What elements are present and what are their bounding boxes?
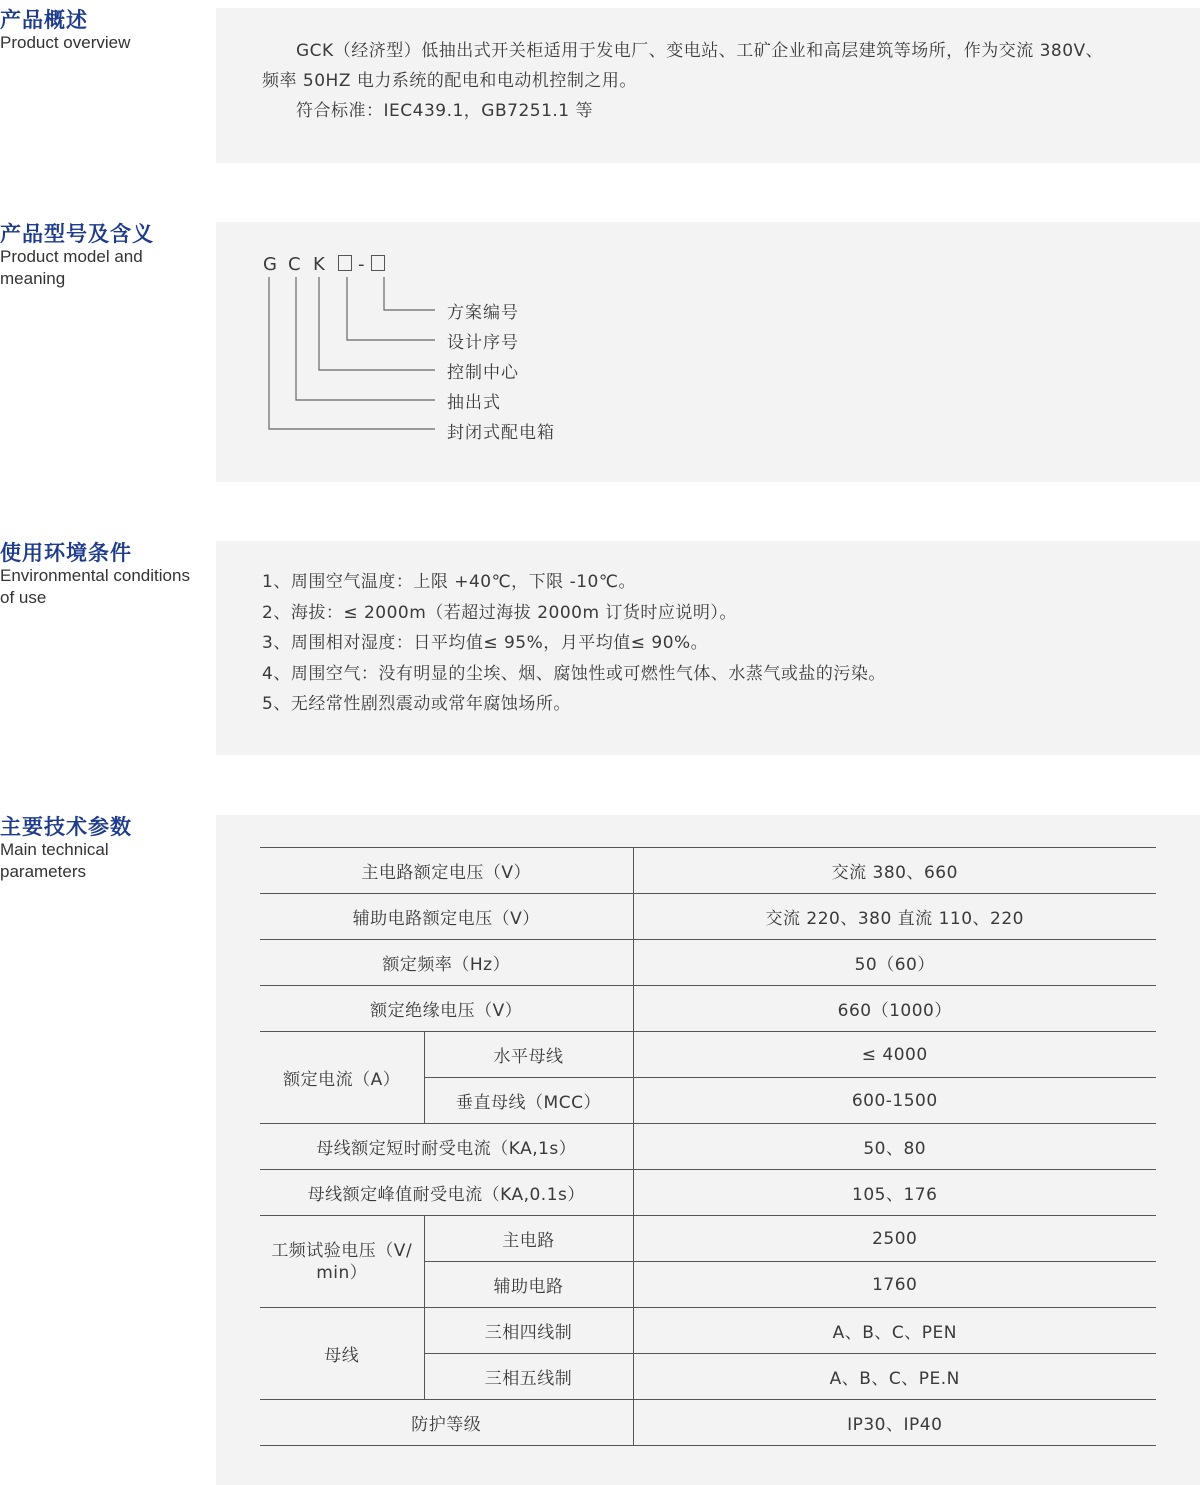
param-sub-label: 水平母线: [424, 1032, 633, 1078]
model-label-scheme: 方案编号: [447, 303, 519, 323]
model-title-zh: 产品型号及含义: [0, 222, 154, 246]
param-sub-label: 三相五线制: [424, 1354, 633, 1400]
table-row: [260, 894, 1156, 940]
model-label-enclosed: 封闭式配电箱: [447, 423, 555, 443]
param-value: 105、176: [633, 1170, 1156, 1216]
model-letter-k: K: [313, 254, 325, 275]
param-value: 660（1000）: [633, 986, 1156, 1032]
test-voltage-label-1: 工频试验电压（V/: [271, 1240, 413, 1261]
table-row: [260, 1124, 1156, 1170]
param-label: 防护等级: [260, 1400, 633, 1446]
environment-title-en-1: Environmental conditions: [0, 566, 190, 585]
param-label: 额定绝缘电压（V）: [260, 986, 633, 1032]
model-heading: [0, 222, 210, 290]
connector-design: [347, 277, 435, 340]
model-label-drawout: 抽出式: [447, 393, 501, 413]
model-label-design: 设计序号: [447, 333, 519, 353]
param-label: 辅助电路额定电压（V）: [260, 894, 633, 940]
model-panel: [216, 222, 1200, 482]
param-value: IP30、IP40: [633, 1400, 1156, 1446]
overview-paragraph: [262, 36, 1103, 126]
model-title-en-2: meaning: [0, 269, 66, 288]
params-panel: [216, 815, 1200, 1485]
param-label: 母线额定峰值耐受电流（KA,0.1s）: [260, 1170, 633, 1216]
params-title-en-1: Main technical: [0, 840, 109, 859]
table-row: [260, 1308, 1156, 1354]
environment-panel: [216, 541, 1200, 755]
param-label: 主电路额定电压（V）: [260, 848, 633, 894]
environment-item-3: 3、周围相对湿度：日平均值≤ 95%，月平均值≤ 90%。: [262, 633, 709, 653]
connector-scheme: [384, 277, 435, 310]
overview-standard: 符合标准：IEC439.1，GB7251.1 等: [296, 101, 594, 121]
model-letter-c: C: [288, 254, 301, 275]
table-row: [260, 940, 1156, 986]
overview-line-2: 频率 50HZ 电力系统的配电和电动机控制之用。: [262, 71, 637, 91]
environment-item-4: 4、周围空气：没有明显的尘埃、烟、腐蚀性或可燃性气体、水蒸气或盐的污染。: [262, 663, 886, 684]
param-group-label: 母线: [260, 1308, 424, 1400]
param-value: 600-1500: [633, 1078, 1156, 1124]
environment-item-1: 1、周围空气温度：上限 +40℃，下限 -10℃。: [262, 572, 636, 592]
table-row: [260, 848, 1156, 894]
table-row: [260, 1400, 1156, 1446]
param-group-label: 额定电流（A）: [260, 1032, 424, 1124]
connector-enclosed: [269, 277, 435, 429]
param-value: 交流 220、380 直流 110、220: [633, 894, 1156, 940]
environment-title-zh: 使用环境条件: [0, 541, 132, 565]
model-label-control: 控制中心: [447, 363, 519, 383]
model-letter-g: G: [263, 254, 277, 275]
param-sub-label: 垂直母线（MCC）: [424, 1078, 633, 1124]
params-title-en-2: parameters: [0, 862, 86, 881]
connector-control: [319, 277, 435, 370]
model-dash: -: [358, 254, 365, 275]
param-sub-label: 主电路: [424, 1216, 633, 1262]
param-group-label: [260, 1216, 424, 1308]
param-value: 2500: [633, 1216, 1156, 1262]
overview-heading: [0, 8, 210, 54]
param-value: ≤ 4000: [633, 1032, 1156, 1078]
table-row: [260, 1216, 1156, 1262]
overview-panel: [216, 8, 1200, 163]
param-value: A、B、C、PE.N: [633, 1354, 1156, 1400]
param-value: 交流 380、660: [633, 848, 1156, 894]
environment-list: [262, 567, 886, 720]
overview-title-zh: 产品概述: [0, 8, 88, 32]
environment-title-en-2: of use: [0, 588, 47, 607]
model-title-en-1: Product model and: [0, 247, 143, 266]
params-heading: [0, 815, 210, 883]
param-value: 1760: [633, 1262, 1156, 1308]
environment-heading: [0, 541, 210, 609]
overview-title-en: Product overview: [0, 33, 131, 52]
model-labels: [447, 298, 555, 448]
param-label: 母线额定短时耐受电流（KA,1s）: [260, 1124, 633, 1170]
table-row: [260, 1032, 1156, 1078]
param-sub-label: 三相四线制: [424, 1308, 633, 1354]
param-value: A、B、C、PEN: [633, 1308, 1156, 1354]
params-title-zh: 主要技术参数: [0, 815, 132, 839]
test-voltage-label-2: min）: [316, 1262, 368, 1283]
table-row: [260, 986, 1156, 1032]
table-row: [260, 1170, 1156, 1216]
overview-line-1: GCK（经济型）低抽出式开关柜适用于发电厂、变电站、工矿企业和高层建筑等场所，作为交流 380V、: [296, 41, 1104, 61]
model-connector-lines: [216, 222, 1200, 482]
param-value: 50（60）: [633, 940, 1156, 986]
connector-drawout: [296, 277, 435, 400]
environment-item-2: 2、海拔：≤ 2000m（若超过海拔 2000m 订货时应说明）。: [262, 602, 737, 623]
param-value: 50、80: [633, 1124, 1156, 1170]
params-table: [260, 847, 1156, 1446]
environment-item-5: 5、无经常性剧烈震动或常年腐蚀场所。: [262, 694, 571, 714]
param-sub-label: 辅助电路: [424, 1262, 633, 1308]
param-label: 额定频率（Hz）: [260, 940, 633, 986]
